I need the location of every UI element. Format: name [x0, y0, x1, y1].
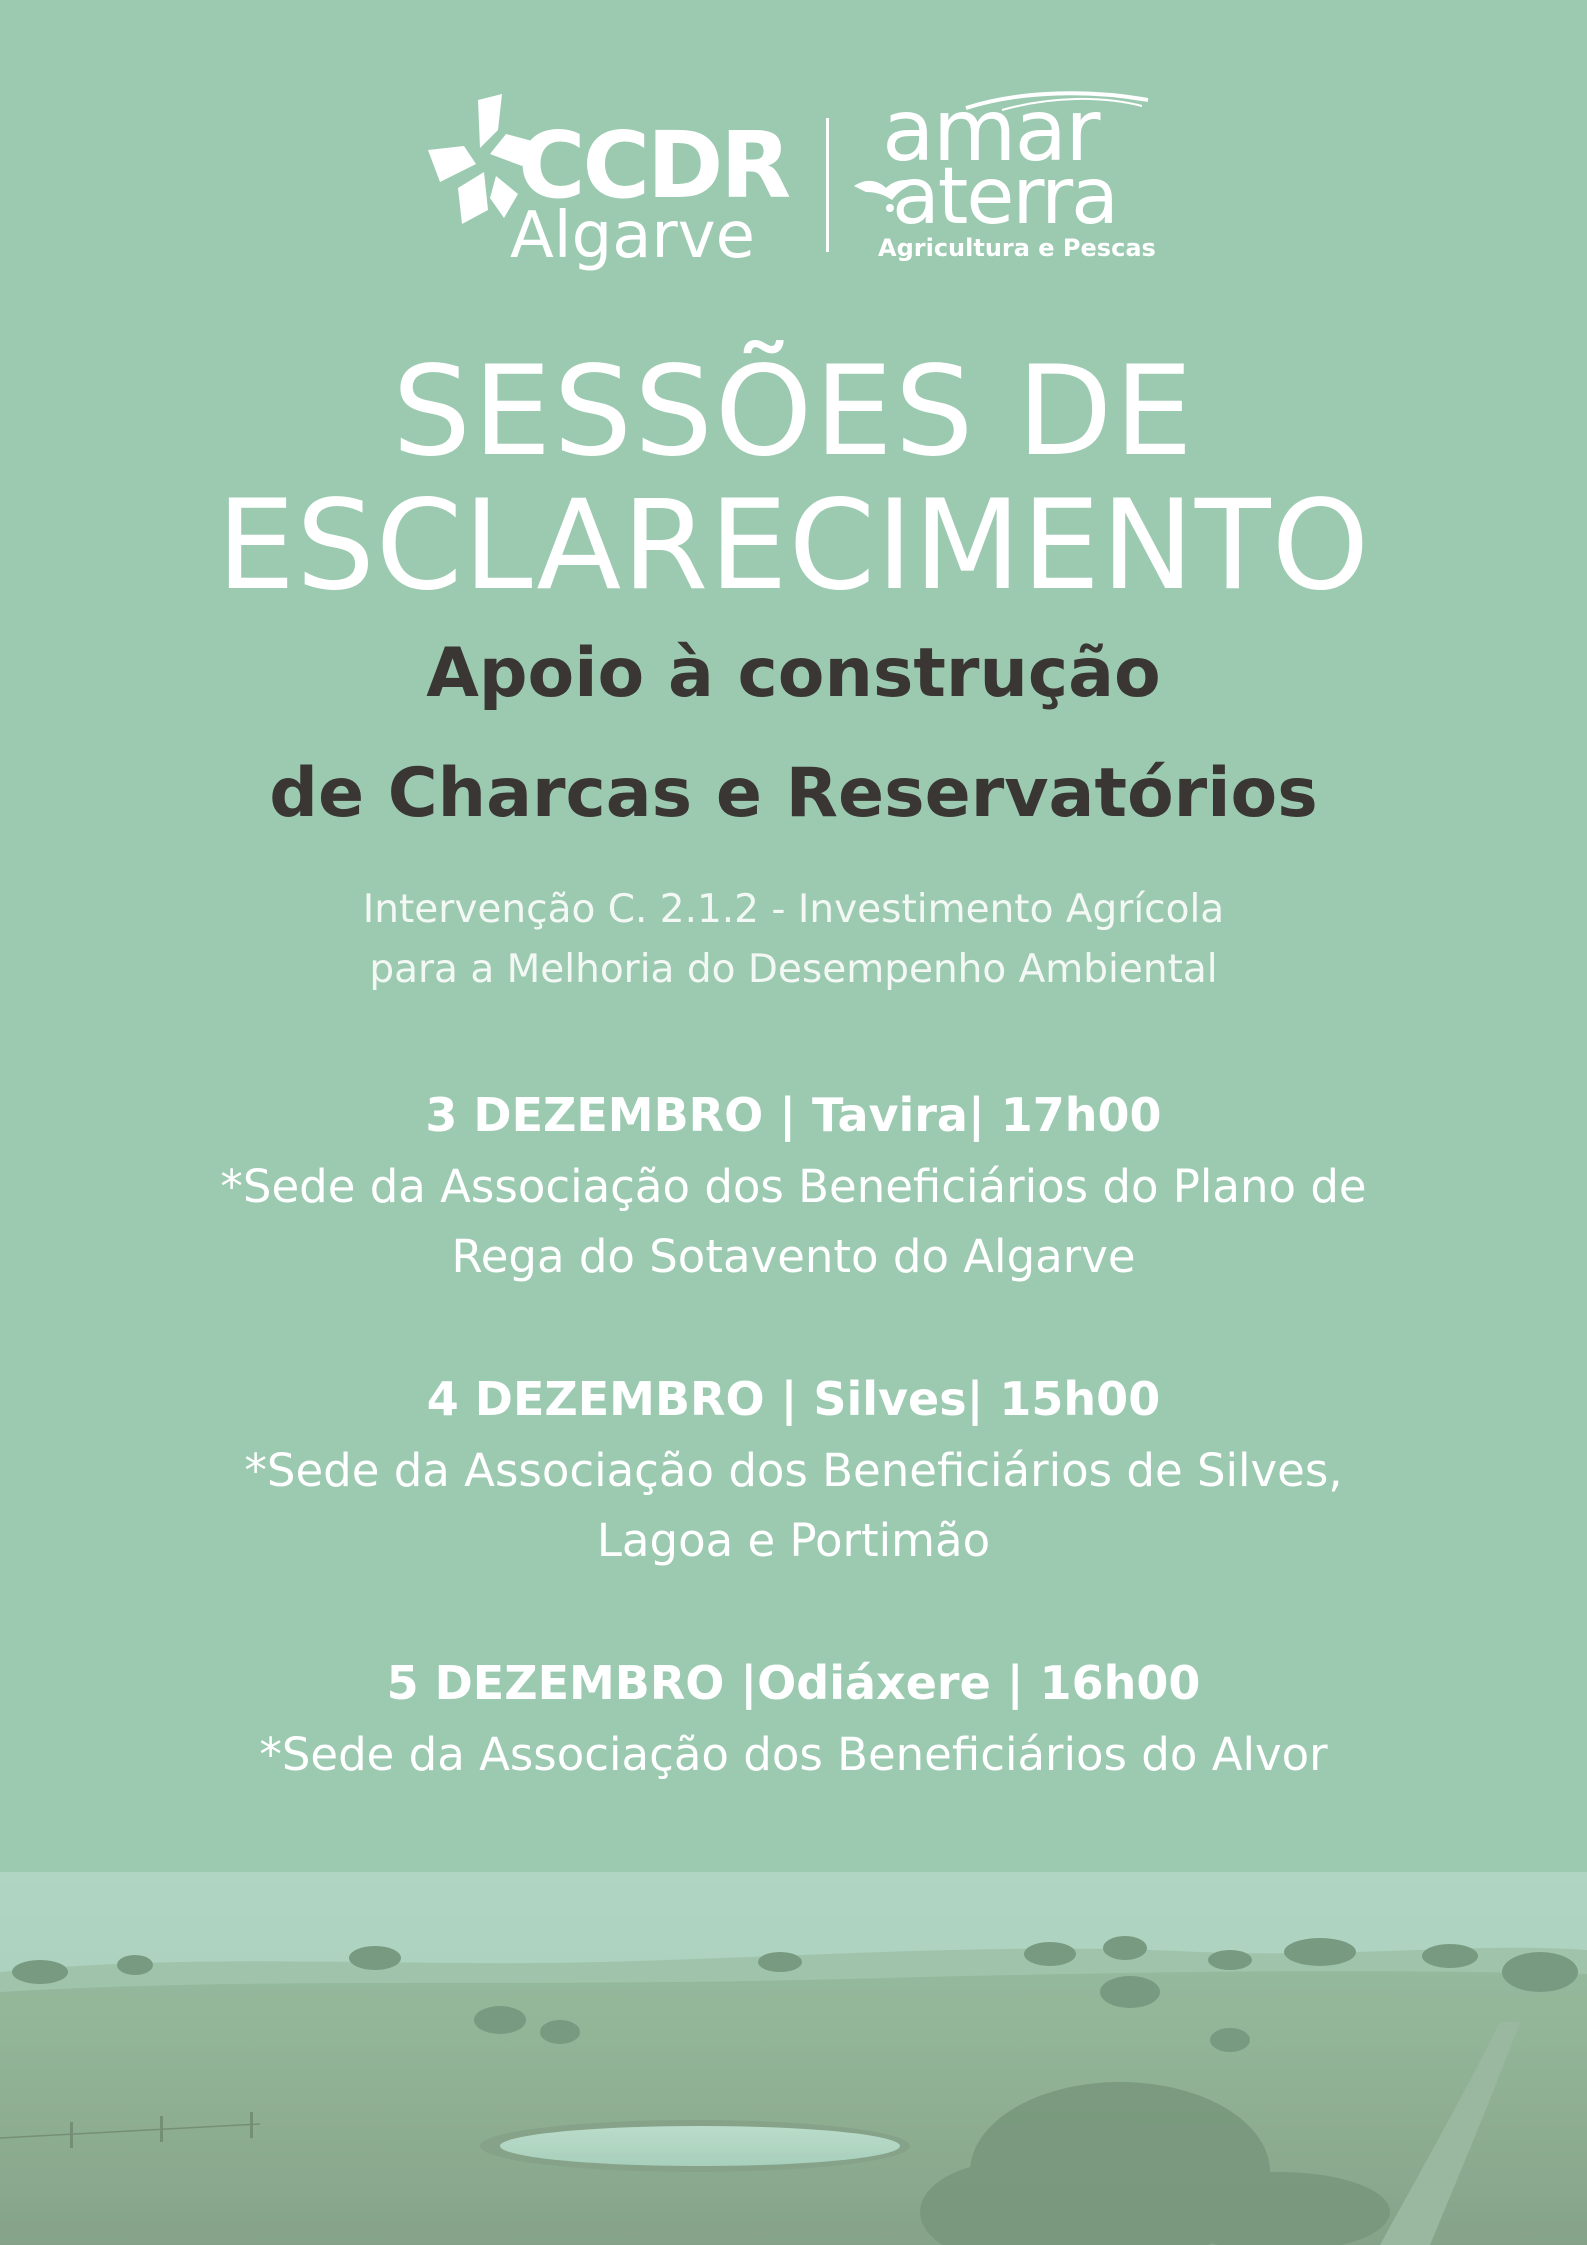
- amar-aterra-logo: [852, 81, 1172, 278]
- intervention-line-1: Intervenção C. 2.1.2 - Investimento Agrícola: [362, 887, 1225, 932]
- ccdr-name: CCDR: [518, 112, 789, 219]
- subtitle-line-1: Apoio à construção: [426, 634, 1161, 713]
- logo-bar: [0, 81, 1587, 288]
- logo-divider: [826, 118, 829, 252]
- amar-aterra-tagline: Agricultura e Pescas: [878, 234, 1156, 262]
- title-line-1: SESSÕES DE: [392, 340, 1195, 484]
- session-2-header: 4 DEZEMBRO | Silves| 15h00: [426, 1372, 1161, 1426]
- session-3-header: 5 DEZEMBRO |Odiáxere | 16h00: [386, 1656, 1201, 1710]
- session-1-header: 3 DEZEMBRO | Tavira| 17h00: [425, 1088, 1162, 1142]
- landscape-photo: [0, 1872, 1587, 2245]
- intervention-line-2: para a Melhoria do Desempenho Ambiental: [369, 947, 1218, 992]
- session-2-venue-line-2: Lagoa e Portimão: [596, 1514, 991, 1567]
- ccdr-algarve-logo: [418, 90, 789, 280]
- ccdr-region: Algarve: [510, 199, 755, 273]
- session-3-venue-line-1: *Sede da Associação dos Beneficiários do Alvor: [259, 1728, 1328, 1781]
- amar-word: amar: [882, 81, 1099, 181]
- session-1-venue-line-1: *Sede da Associação dos Beneficiários do Plano de: [220, 1160, 1367, 1213]
- session-1-venue-line-2: Rega do Sotavento do Algarve: [451, 1230, 1136, 1283]
- title-line-2: ESCLARECIMENTO: [216, 474, 1371, 618]
- subtitle-line-2: de Charcas e Reservatórios: [269, 754, 1318, 833]
- aterra-word: aterra: [892, 152, 1117, 242]
- session-2-venue-line-1: *Sede da Associação dos Beneficiários de Silves,: [244, 1444, 1343, 1497]
